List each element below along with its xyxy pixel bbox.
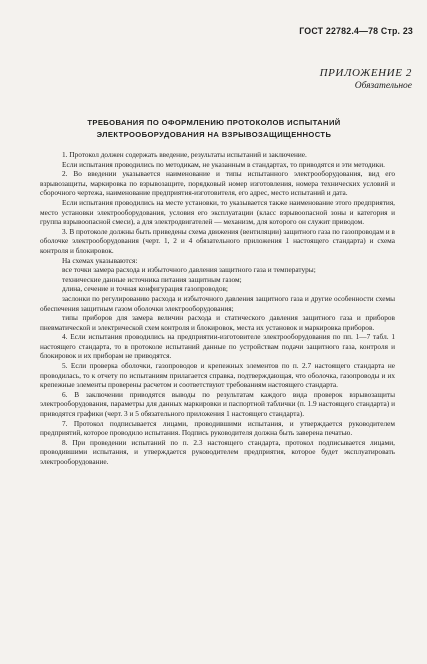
paragraph: 8. При проведении испытаний по п. 2.3 настоящего стандарта, протокол подписывается лицами, проводившими испытания, и утверждается руководителем предприятия, которое будет эксплуатировать электрооборудование. (40, 437, 395, 466)
document-title-line: ЭЛЕКТРООБОРУДОВАНИЯ НА ВЗРЫВОЗАЩИЩЕННОСТЬ (96, 130, 332, 139)
appendix-subtitle: Обязательное (354, 81, 412, 91)
paragraph: все точки замера расхода и избыточного давления защитного газа и температуры; (62, 265, 316, 275)
paragraph: технические данные источника питания защитным газом; (62, 274, 242, 284)
paragraph: Если испытания проводились по методикам, не указанным в стандартах, то приводятся и эти методики. (62, 159, 385, 169)
appendix-title: ПРИЛОЖЕНИЕ 2 (319, 67, 412, 79)
paragraph: 2. Во введении указывается наименование и типы испытанного электрооборудования, вид его взрывозащиты, маркировка по взрывозащите, порядковый номер изготовления, номера технических условий и сборочного чертежа, наименование предприятия-изготовителя, его адрес, место испытаний и дата. (40, 169, 395, 198)
paragraph: 5. Если проверка оболочки, газопроводов и крепежных элементов по п. 2.7 настоящего стандарта не проводилась, то к отчету по испытаниям прилагается справка, подтверждающая, что оболочка, газопроводы и их крепежные элементы проверены расчетом и соответствуют требованиям настоящего стандарта. (40, 361, 395, 390)
appendix-label (320, 67, 412, 93)
paragraph: Если испытания проводились на месте установки, то указывается также наименование этого предприятия, место установки электрооборудования, условия его эксплуатации (класс взрывоопасной зоны и категория и группа взрывоопасной смеси), а для электродвигателей — механизм, для которого он служит приводом. (40, 197, 395, 227)
paragraph: типы приборов для замера величин расхода и статического давления защитного газа и приборов пневматической и электрической схем контроля и блокировок, места их установок и маркировка приборов. (40, 313, 395, 332)
paragraph: 4. Если испытания проводились на предприятии-изготовителе электрооборудования по пп. 1—7 табл. 1 настоящего стандарта, то в протоколе испытаний данные по устройствам подачи защитного газа, контроля и блокировок и их приборам не приводятся. (40, 332, 395, 361)
paragraph: 3. В протоколе должны быть приведены схема движения (вентиляции) защитного газа по газопроводам и в оболочке электрооборудования (черт. 1, 2 и 4 обязательного приложения 1 настоящего стандарта) и схема контроля и блокировок. (40, 226, 395, 255)
page-header: ГОСТ 22782.4—78 Стр. 23 (299, 26, 413, 36)
paragraph: На схемах указываются: (62, 255, 138, 265)
paragraph: 7. Протокол подписывается лицами, проводившими испытания, и утверждается руководителем предприятий, которое проводило испытания. Подпись руководителя должна быть заверена печатью. (40, 418, 395, 438)
paragraph: заслонки по регулированию расхода и избыточного давления защитного газа и другие особенности схемы обеспечения защитным газом оболочки электрооборудования; (40, 293, 395, 313)
document-title (38, 117, 390, 141)
document-title-line: ТРЕБОВАНИЯ ПО ОФОРМЛЕНИЮ ПРОТОКОЛОВ ИСПЫТАНИЙ (87, 118, 341, 127)
paragraph: 6. В заключении приводятся выводы по результатам каждого вида проверок взрывозащиты электрооборудования, параметры для данных маркировки и паспортной таблички (п. 1.9 настоящего стандарта) и приводятся графики (черт. 3 и 5 обязательного приложения 1 настоящего стандарта). (40, 389, 395, 419)
paragraph: длина, сечение и точная конфигурация газопроводов; (62, 284, 228, 294)
document-body (40, 150, 395, 467)
paragraph: 1. Протокол должен содержать введение, результаты испытаний и заключение. (62, 150, 307, 159)
